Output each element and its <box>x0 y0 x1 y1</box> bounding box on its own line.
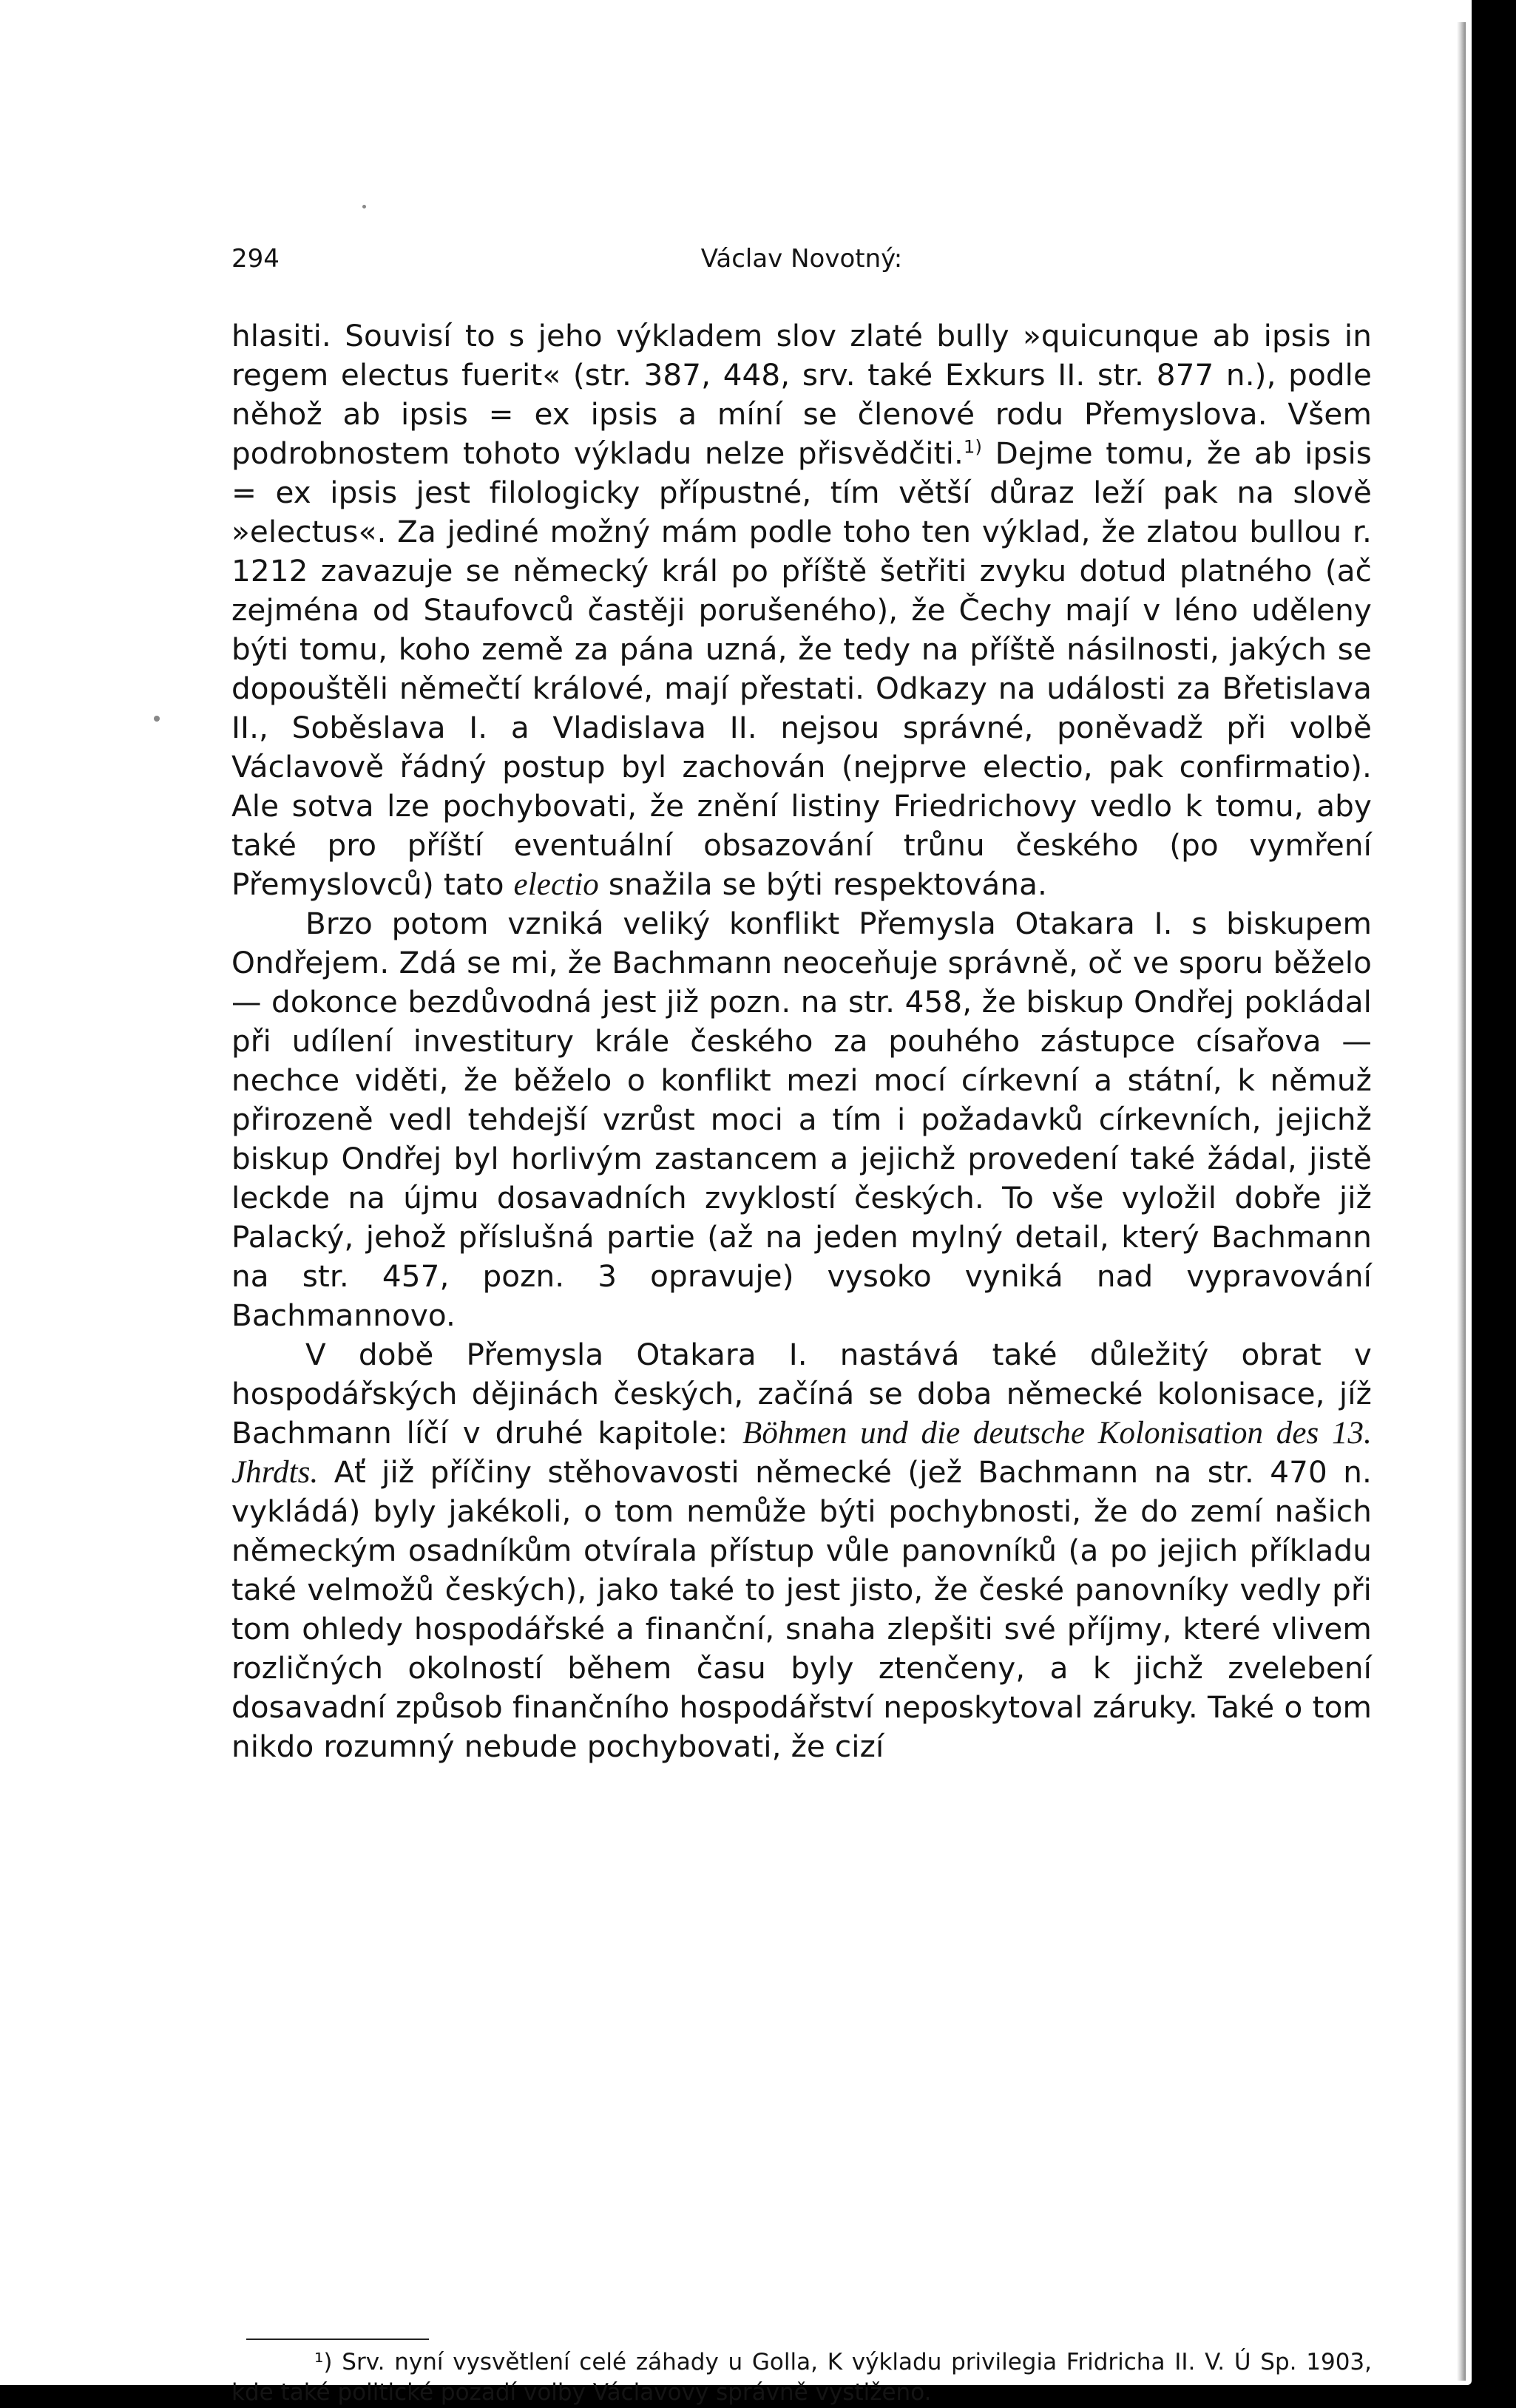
paragraph-1-part-a: hlasiti. Souvisí to s jeho výkladem slov zlaté bully »quicunque ab ipsis in regem electus fuerit« (str. 387, 448, srv. také Exkurs II. str. 877 n.), podle něhož ab ipsis = ex ipsis a míní se členové rodu Přemyslova. Všem podrobnostem tohoto výkladu nelze přisvědčiti. <box>231 318 1372 471</box>
paragraph-2: Brzo potom vzniká veliký konflikt Přemysla Otakara I. s biskupem Ondřejem. Zdá se mi, že Bachmann neoceňuje správně, oč ve sporu běželo — dokonce bezdůvodná jest již pozn. na str. 458, že biskup Ondřej pokládal při udílení investitury krále českého za pouhého zástupce císařova — nechce viděti, že běželo o konflikt mezi mocí církevní a státní, k němuž přirozeně vedl tehdejší vzrůst moci a tím i požadavků církevních, jejichž biskup Ondřej byl horlivým zastancem a jejichž provedení také žádal, jistě leckde na újmu dosavadních zvyklostí českých. To vše vyložil dobře již Palacký, jehož příslušná partie (až na jeden mylný detail, který Bachmann na str. 457, pozn. 3 opravuje) vysoko vyniká nad vypravování Bachmannovo. <box>231 906 1372 1333</box>
page-header <box>231 237 1372 281</box>
paragraph-3-part-b: Ať již příčiny stěhovavosti německé (jež Bachmann na str. 470 n. vykládá) byly jakékoli, o tom nemůže býti pochybnosti, že do zemí našich německým osadníkům otvírala přístup vůle panovníků (a po jejich příkladu také velmožů českých), jako také to jest jisto, že české panovníky vedly při tom ohledy hospodářské a finanční, snaha zlepšiti své příjmy, které vlivem rozličných okolností během času byly ztenčeny, a k jichž zvelebení dosavadní způsob finančního hospodářství neposkytoval záruky. Také o tom nikdo rozumný nebude pochybovati, že cizí <box>231 1454 1372 1764</box>
paragraph-3 <box>231 1335 1372 1766</box>
footnote-mark: ¹) <box>314 2349 333 2375</box>
paragraph-1 <box>231 316 1372 904</box>
footnote-text: Srv. nyní vysvětlení celé záhady u Golla, K výkladu privilegia Fridricha II. V. Ú Sp. 1903, kde také politické pozadí volby Václavovy správně vystiženo. <box>231 2349 1372 2406</box>
dust-speck <box>362 205 366 208</box>
running-title: Václav Novotný: <box>700 244 903 274</box>
page-edge-shadow <box>1457 22 1466 2381</box>
italic-electio: electio <box>513 867 599 902</box>
paragraph-3-part-a: V době Přemysla Otakara I. nastává také důležitý obrat v hospodářských dějinách českých, začíná se doba německé kolonisace, jíž Bachmann líčí v druhé kapitole: <box>231 1337 1372 1451</box>
dust-speck <box>154 716 160 722</box>
footnote-rule <box>246 2339 429 2340</box>
footnote-reference: 1) <box>963 435 983 458</box>
page-number: 294 <box>231 244 280 274</box>
italic-book-title: Böhmen und die deutsche Kolonisation des 13. Jhrdts. <box>231 1416 1373 1490</box>
paragraph-1-part-c: snažila se býti respektována. <box>598 866 1047 902</box>
paragraph-1-part-b: Dejme tomu, že ab ipsis = ex ipsis jest filologicky přípustné, tím větší důraz leží pak na slově »electus«. Za jediné možný mám podle toho ten výklad, že zlatou bullou r. 1212 zavazuje se německý král po příště šetřiti zvyku dotud platného (ač zejména od Staufovců častěji porušeného), že Čechy mají v léno uděleny býti tomu, koho země za pána uzná, že tedy na příště násilnosti, jakých se dopouštěli němečtí králové, mají přestati. Odkazy na události za Břetislava II., Soběslava I. a Vladislava II. nejsou správné, poněvadž při volbě Václavově řádný postup byl zachován (nejprve electio, pak confirmatio). Ale sotva lze pochybovati, že znění listiny Friedrichovy vedlo k tomu, aby také pro příští eventuální obsazování trůnu českého (po vymření Přemyslovců) tato <box>231 435 1372 902</box>
footnote <box>231 2347 1372 2408</box>
body-text <box>231 316 1372 1766</box>
